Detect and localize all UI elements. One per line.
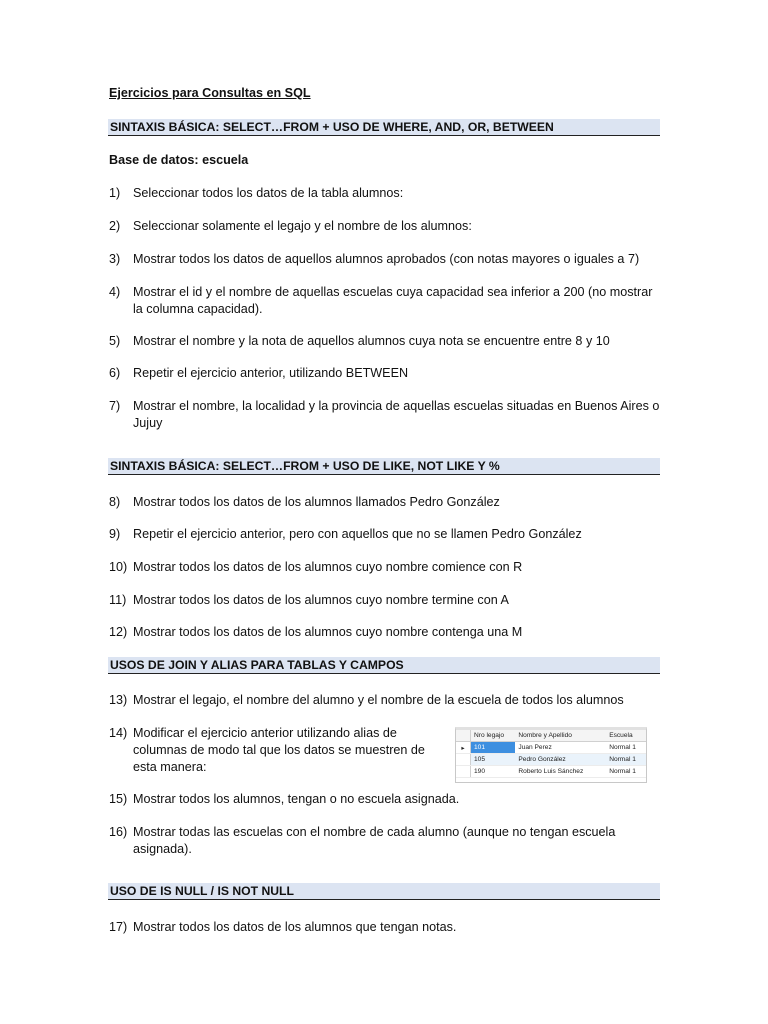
exercise-number: 16) <box>109 825 128 839</box>
exercise-text: Mostrar el nombre, la localidad y la provincia de aquellas escuelas situadas en Buenos Aires o Jujuy <box>133 399 660 430</box>
table-cell: Normal 1 <box>606 766 646 778</box>
result-grid-screenshot <box>455 727 647 783</box>
exercise-number: 8) <box>109 495 121 509</box>
exercise-text: Seleccionar todos los datos de la tabla alumnos: <box>133 186 404 200</box>
table-cell: Pedro González <box>515 754 606 766</box>
exercise-text: Mostrar todas las escuelas con el nombre de cada alumno (aunque no tengan escuela asignada). <box>133 825 616 856</box>
column-header: Escuela <box>606 730 646 742</box>
section-header-like-not-like: SINTAXIS BÁSICA: SELECT…FROM + USO DE LIKE, NOT LIKE Y % <box>108 458 660 475</box>
exercise-text: Mostrar todos los alumnos, tengan o no escuela asignada. <box>133 792 460 806</box>
exercise-number: 10) <box>109 560 128 574</box>
exercise-number: 2) <box>109 219 121 233</box>
section-header-join-alias: USOS DE JOIN Y ALIAS PARA TABLAS Y CAMPOS <box>108 657 660 674</box>
table-row <box>456 742 646 754</box>
column-header: Nombre y Apellido <box>515 730 606 742</box>
document-title: Ejercicios para Consultas en SQL <box>109 86 311 100</box>
table-cell: 101 <box>471 742 516 754</box>
exercise-number: 9) <box>109 527 121 541</box>
database-label: Base de datos: escuela <box>109 153 249 167</box>
section-header-is-null: USO DE IS NULL / IS NOT NULL <box>108 883 660 900</box>
exercise-text: Repetir el ejercicio anterior, utilizando BETWEEN <box>133 366 409 380</box>
exercise-text: Mostrar todos los datos de aquellos alumnos aprobados (con notas mayores o iguales a 7) <box>133 252 640 266</box>
exercise-text: Seleccionar solamente el legajo y el nombre de los alumnos: <box>133 219 472 233</box>
exercise-number: 1) <box>109 186 121 200</box>
exercise-text: Mostrar todos los datos de los alumnos llamados Pedro González <box>133 495 500 509</box>
exercise-number: 3) <box>109 252 121 266</box>
table-cell: Roberto Luis Sánchez <box>515 766 606 778</box>
exercise-number: 5) <box>109 334 121 348</box>
exercise-text: Mostrar todos los datos de los alumnos cuyo nombre comience con R <box>133 560 523 574</box>
exercise-text: Modificar el ejercicio anterior utilizando alias de columnas de modo tal que los datos se muestren de esta manera: <box>133 726 425 774</box>
exercise-number: 15) <box>109 792 128 806</box>
exercise-text: Mostrar todos los datos de los alumnos que tengan notas. <box>133 920 457 934</box>
exercise-text: Mostrar el nombre y la nota de aquellos alumnos cuya nota se encuentre entre 8 y 10 <box>133 334 610 348</box>
exercise-number: 17) <box>109 920 128 934</box>
table-row <box>456 754 646 766</box>
exercise-text: Mostrar todos los datos de los alumnos cuyo nombre termine con A <box>133 593 509 607</box>
column-header: Nro legajo <box>471 730 516 742</box>
table-cell: 105 <box>471 754 516 766</box>
result-grid-header-row <box>456 730 646 742</box>
exercise-number: 6) <box>109 366 121 380</box>
exercise-text: Mostrar el id y el nombre de aquellas escuelas cuya capacidad sea inferior a 200 (no mostrar la columna capacidad). <box>133 285 653 316</box>
exercise-number: 14) <box>109 726 128 740</box>
table-cell: Normal 1 <box>606 754 646 766</box>
row-selector-icon: ▸ <box>456 742 471 754</box>
table-cell: Normal 1 <box>606 742 646 754</box>
exercise-number: 12) <box>109 625 128 639</box>
table-row <box>456 766 646 778</box>
exercise-number: 11) <box>109 593 127 607</box>
exercise-text: Repetir el ejercicio anterior, pero con aquellos que no se llamen Pedro González <box>133 527 582 541</box>
section-header-basic-select-where: SINTAXIS BÁSICA: SELECT…FROM + USO DE WHERE, AND, OR, BETWEEN <box>108 119 660 136</box>
exercise-text: Mostrar todos los datos de los alumnos cuyo nombre contenga una M <box>133 625 523 639</box>
exercise-text: Mostrar el legajo, el nombre del alumno y el nombre de la escuela de todos los alumnos <box>133 693 624 707</box>
table-cell: Juan Perez <box>515 742 606 754</box>
exercise-number: 4) <box>109 285 121 299</box>
exercise-number: 13) <box>109 693 128 707</box>
table-cell: 190 <box>471 766 516 778</box>
exercise-number: 7) <box>109 399 121 413</box>
